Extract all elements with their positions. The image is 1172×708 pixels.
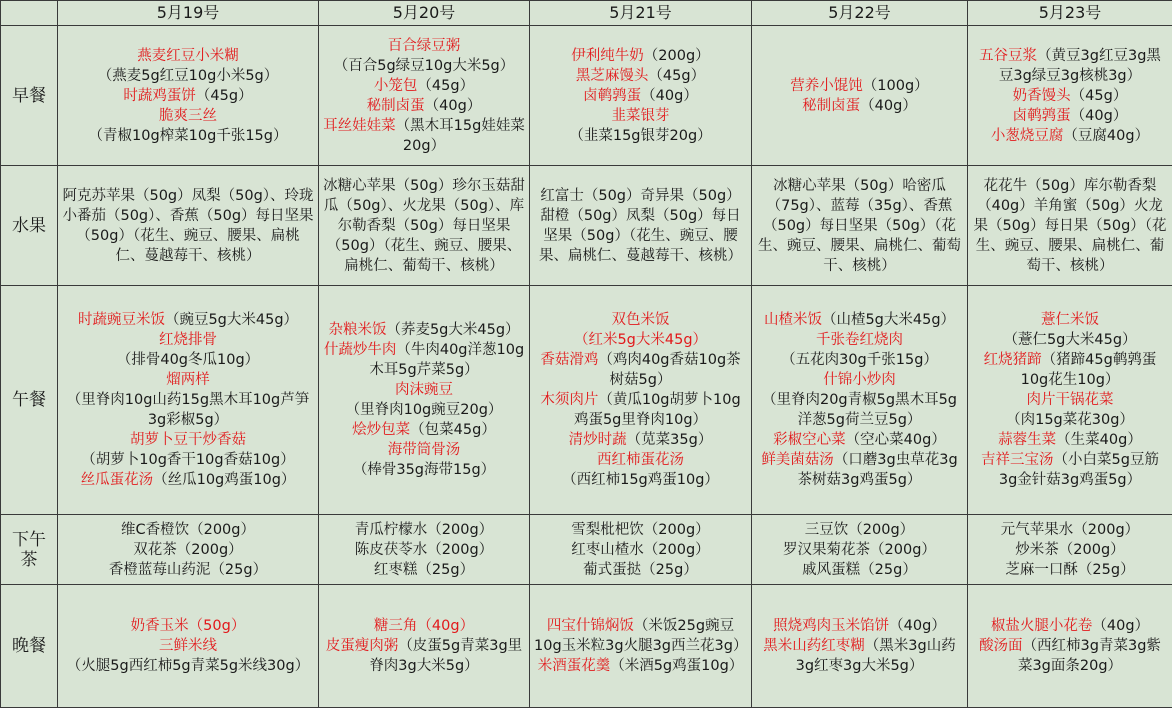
dish-ingredients: （燕麦5g红豆10g小米5g） [97, 67, 279, 84]
menu-line [323, 340, 525, 380]
menu-cell [968, 26, 1172, 166]
meal-row-lunch [1, 286, 1172, 515]
menu-cell [58, 515, 319, 585]
dish-ingredients: 雪梨枇杷饮（200g） [571, 521, 710, 538]
dish-name: 糖三角（40g） [373, 618, 475, 634]
menu-line [62, 186, 314, 266]
dish-name: 黑芝麻馒头 [575, 67, 649, 84]
dish-ingredients: 阿克苏苹果（50g）凤梨（50g）、玲珑小番茄（50g）、香蕉（50g）每日坚果（50g）（花生、豌豆、腰果、扁桃仁、蔓越莓干、核桃） [62, 187, 314, 264]
menu-line [62, 430, 314, 450]
dish-name: 时蔬豌豆米饭 [77, 312, 165, 328]
dish-ingredients: （40g） [424, 97, 482, 114]
meal-label: 水果 [1, 166, 58, 286]
dish-ingredients: （棒骨35g海带15g） [352, 462, 496, 478]
menu-line [756, 450, 963, 490]
dish-name: 薏仁米饭 [1041, 312, 1099, 328]
dish-name: 彩椒空心菜 [773, 432, 846, 448]
dish-ingredients: （山楂5g大米45g） [821, 312, 956, 328]
menu-line [756, 520, 963, 540]
dish-name: 什蔬炒牛肉 [323, 342, 397, 358]
dish-ingredients: （米饭25g豌豆10g玉米粒3g火腿3g西兰花3g） [534, 618, 748, 654]
dish-ingredients: （百合5g绿豆10g大米5g） [333, 57, 515, 74]
menu-line [62, 350, 314, 370]
menu-line [534, 560, 747, 580]
date-header: 5月21号 [530, 1, 752, 26]
menu-line [323, 96, 525, 116]
menu-line [756, 560, 963, 580]
dish-name: 肉沫豌豆 [395, 382, 453, 398]
dish-name: 海带筒骨汤 [387, 442, 461, 458]
menu-cell [530, 166, 752, 286]
meal-row-breakfast [1, 26, 1172, 166]
menu-line [62, 370, 314, 390]
menu-line [62, 106, 314, 146]
dish-name: 西红柿蛋花汤 [597, 452, 684, 468]
dish-ingredients: （空心菜40g） [845, 432, 946, 448]
menu-cell [319, 515, 530, 585]
menu-line [534, 126, 747, 146]
menu-cell [752, 286, 968, 515]
dish-ingredients: （韭菜15g银芽20g） [569, 127, 712, 144]
dish-ingredients: 陈皮茯苓水（200g） [354, 541, 494, 558]
menu-line [62, 66, 314, 86]
menu-line [534, 616, 747, 656]
dish-name: 小葱烧豆腐 [990, 127, 1064, 144]
dish-ingredients: （40g） [1092, 618, 1150, 634]
menu-line [323, 540, 525, 560]
menu-cell [968, 585, 1172, 708]
menu-line [972, 350, 1168, 390]
menu-line [972, 390, 1168, 410]
menu-line [62, 656, 314, 676]
menu-line [756, 76, 963, 96]
dish-ingredients: （里脊肉10g豌豆20g） [345, 402, 503, 418]
dish-name: 百合绿豆粥 [387, 37, 461, 54]
dish-name: 米酒蛋花羹 [537, 658, 611, 674]
menu-line [62, 540, 314, 560]
dish-ingredients: （五花肉30g千张15g） [781, 352, 938, 368]
menu-line [972, 46, 1168, 86]
dish-ingredients: （胡萝卜10g香干10g香菇10g） [81, 452, 295, 468]
menu-line [534, 430, 747, 450]
menu-line [756, 616, 963, 636]
menu-line [756, 330, 963, 350]
dish-name: 耳丝娃娃菜 [323, 117, 396, 134]
menu-line [534, 330, 747, 350]
dish-ingredients: 葡式蛋挞（25g） [583, 561, 698, 578]
menu-line [972, 450, 1168, 490]
menu-line [972, 410, 1168, 430]
meal-label: 晚餐 [1, 585, 58, 708]
dish-ingredients: （皮蛋5g青菜3g里脊肉3g大米5g） [369, 638, 523, 674]
menu-line [62, 450, 314, 470]
dish-ingredients: 戚风蛋糕（25g） [802, 561, 917, 578]
dish-ingredients: （生菜40g） [1056, 432, 1142, 448]
menu-line [756, 370, 963, 390]
dish-name: 蒜蓉生菜 [998, 432, 1057, 448]
dish-ingredients: （40g） [1070, 107, 1128, 124]
menu-line [534, 450, 747, 470]
menu-line [62, 86, 314, 106]
menu-line [534, 656, 747, 676]
dish-ingredients: （薏仁5g大米45g） [1003, 332, 1137, 348]
dish-ingredients: （肉15g菜花30g） [1006, 412, 1134, 428]
dish-name: 韭菜银芽 [611, 107, 670, 124]
dish-ingredients: 冰糖心苹果（50g）珍尔玉菇甜瓜（50g）、火龙果（50g）、库尔勒香梨（50g）每日坚果（50g）（花生、豌豆、腰果、扁桃仁、葡萄干、核桃） [323, 177, 525, 274]
dish-ingredients: （100g） [862, 77, 929, 94]
dish-name: 秘制卤蛋 [366, 97, 425, 114]
menu-cell [530, 585, 752, 708]
dish-name: 秘制卤蛋 [802, 97, 861, 114]
dish-ingredients: （40g） [889, 618, 946, 634]
dish-name: （红米5g大米45g） [573, 332, 708, 348]
dish-name: 卤鹌鹑蛋 [1012, 107, 1071, 124]
dish-ingredients: （西红柿3g青菜3g紫菜3g面条20g） [1017, 638, 1161, 674]
menu-cell [752, 26, 968, 166]
meal-label: 下午茶 [1, 515, 58, 585]
dish-ingredients: （40g） [860, 97, 917, 114]
menu-line [534, 46, 747, 66]
menu-line [323, 460, 525, 480]
dish-name: 椒盐火腿小花卷 [990, 618, 1093, 634]
menu-line [756, 390, 963, 430]
menu-line [534, 310, 747, 330]
menu-line [534, 540, 747, 560]
dish-name: 卤鹌鹑蛋 [583, 87, 642, 104]
menu-cell [968, 166, 1172, 286]
dish-ingredients: 冰糖心苹果（50g）哈密瓜（75g）、蓝莓（35g）、香蕉（50g）每日坚果（50g）（花生、豌豆、腰果、扁桃仁、葡萄干、核桃） [758, 177, 961, 274]
menu-line [972, 560, 1168, 580]
dish-ingredients: （黄豆3g红豆3g黑豆3g绿豆3g核桃3g） [998, 47, 1161, 84]
menu-line [62, 616, 314, 636]
menu-line [972, 540, 1168, 560]
dish-ingredients: 青瓜柠檬水（200g） [354, 521, 494, 538]
dish-ingredients: （黑木耳15g娃娃菜20g） [395, 117, 525, 154]
menu-cell [752, 585, 968, 708]
menu-cell [530, 515, 752, 585]
dish-name: 清炒时蔬 [568, 432, 627, 448]
menu-line [972, 310, 1168, 330]
menu-line [972, 616, 1168, 636]
menu-cell [530, 286, 752, 515]
menu-line [534, 390, 747, 430]
dish-ingredients: 三豆饮（200g） [804, 521, 915, 538]
dish-name: 营养小馄饨 [790, 77, 863, 94]
dish-name: 奶香馒头 [1012, 87, 1071, 104]
date-header: 5月22号 [752, 1, 968, 26]
menu-line [62, 390, 314, 430]
dish-name: 丝瓜蛋花汤 [80, 472, 154, 488]
menu-line [323, 560, 525, 580]
dish-name: 吉祥三宝汤 [981, 452, 1054, 468]
menu-line [972, 126, 1168, 146]
menu-line [534, 350, 747, 390]
menu-line [756, 636, 963, 676]
dish-name: 熘两样 [166, 372, 210, 388]
menu-line [972, 330, 1168, 350]
menu-line [62, 330, 314, 350]
meal-row-dinner [1, 585, 1172, 708]
dish-name: 胡萝卜豆干炒香菇 [130, 432, 246, 448]
menu-cell [319, 26, 530, 166]
menu-line [323, 520, 525, 540]
dish-ingredients: （45g） [648, 67, 706, 84]
dish-name: 皮蛋瘦肉粥 [325, 638, 399, 654]
dish-ingredients: （豆腐40g） [1063, 127, 1150, 144]
menu-cell [968, 286, 1172, 515]
dish-ingredients: （45g） [195, 87, 253, 104]
menu-line [534, 66, 747, 86]
dish-ingredients: 红枣糕（25g） [373, 561, 475, 578]
dish-ingredients: （火腿5g西红柿5g青菜5g米线30g） [66, 658, 310, 674]
menu-line [534, 520, 747, 540]
menu-line [756, 540, 963, 560]
dish-name: 伊利纯牛奶 [571, 47, 644, 64]
dish-ingredients: （牛肉40g洋葱10g木耳5g芹菜5g） [369, 342, 525, 378]
dish-ingredients: （45g） [417, 77, 475, 94]
dish-ingredients: 维C香橙饮（200g） [120, 521, 255, 538]
menu-cell [58, 26, 319, 166]
dish-ingredients: （豌豆5g大米45g） [164, 312, 299, 328]
dish-ingredients: （40g） [641, 87, 698, 104]
dish-ingredients: （米酒5g鸡蛋10g） [610, 658, 744, 674]
menu-line [323, 36, 525, 56]
menu-line [62, 560, 314, 580]
menu-line [972, 176, 1168, 276]
menu-cell [58, 585, 319, 708]
dish-ingredients: 香橙蓝莓山药泥（25g） [108, 561, 268, 578]
dish-ingredients: （45g） [1070, 87, 1128, 104]
menu-line [323, 616, 525, 636]
dish-ingredients: 罗汉果菊花茶（200g） [783, 541, 936, 558]
dish-ingredients: （里脊肉10g山药15g黑木耳10g芦笋3g彩椒5g） [66, 392, 310, 428]
menu-line [323, 56, 525, 76]
dish-ingredients: （黑米3g山药3g红枣3g大米5g） [795, 638, 956, 674]
menu-cell [968, 515, 1172, 585]
menu-line [62, 520, 314, 540]
dish-ingredients: （口蘑3g虫草花3g茶树菇3g鸡蛋5g） [797, 452, 958, 488]
dish-ingredients: （黄瓜10g胡萝卜10g鸡蛋5g里脊肉10g） [573, 392, 741, 428]
dish-ingredients: 元气苹果水（200g） [1000, 521, 1140, 538]
dish-ingredients: （小白菜5g豆筋3g金针菇3g鸡蛋5g） [998, 452, 1159, 488]
dish-name: 木须肉片 [540, 392, 599, 408]
dish-name: 双色米饭 [611, 312, 670, 328]
menu-line [972, 520, 1168, 540]
date-header: 5月19号 [58, 1, 319, 26]
dish-ingredients: （荞麦5g大米45g） [386, 322, 520, 338]
menu-line [62, 636, 314, 656]
dish-name: 四宝什锦焖饭 [546, 618, 634, 634]
meal-label: 午餐 [1, 286, 58, 515]
menu-line [323, 116, 525, 156]
dish-name: 酸汤面 [979, 638, 1023, 654]
dish-name: 红烧猪蹄 [983, 352, 1042, 368]
menu-line [323, 76, 525, 96]
date-header-row [1, 1, 1172, 26]
corner-cell [1, 1, 58, 26]
dish-ingredients: 炒米茶（200g） [1015, 541, 1125, 558]
menu-line [323, 400, 525, 420]
menu-cell [752, 166, 968, 286]
dish-ingredients: （鸡肉40g香菇10g茶树菇5g） [598, 352, 741, 388]
dish-name: 黑米山药红枣糊 [763, 638, 865, 654]
date-header: 5月20号 [319, 1, 530, 26]
menu-line [534, 86, 747, 106]
dish-name: 时蔬鸡蛋饼 [123, 87, 196, 104]
dish-name: 燕麦红豆小米糊 [137, 47, 239, 64]
dish-name: 肉片干锅花菜 [1026, 392, 1114, 408]
dish-ingredients: 花花牛（50g）库尔勒香梨（40g）羊角蜜（50g）火龙果（50g）每日果（50g）（花生、豌豆、腰果、扁桃仁、葡萄干、核桃） [973, 177, 1167, 274]
dish-name: 脆爽三丝 [159, 107, 217, 124]
menu-line [62, 310, 314, 330]
meal-label: 早餐 [1, 26, 58, 166]
dish-name: 什锦小炒肉 [823, 372, 896, 388]
dish-ingredients: （猪蹄45g鹌鹑蛋10g花生10g） [1020, 352, 1157, 388]
dish-name: 鲜美菌菇汤 [761, 452, 834, 468]
dish-ingredients: （排骨40g冬瓜10g） [116, 352, 260, 368]
menu-line [756, 350, 963, 370]
menu-line [756, 176, 963, 276]
menu-cell [319, 585, 530, 708]
menu-line [756, 310, 963, 330]
dish-ingredients: 芝麻一口酥（25g） [1005, 561, 1135, 578]
menu-cell [752, 515, 968, 585]
menu-line [323, 176, 525, 276]
menu-line [756, 96, 963, 116]
menu-line [534, 106, 747, 126]
date-header: 5月23号 [968, 1, 1172, 26]
menu-line [62, 46, 314, 66]
dish-ingredients: （苋菜35g） [626, 432, 713, 448]
dish-name: 香菇滑鸡 [540, 352, 599, 368]
dish-name: 三鲜米线 [159, 638, 217, 654]
dish-name: 千张卷红烧肉 [816, 332, 903, 348]
menu-cell [58, 286, 319, 515]
menu-line [323, 440, 525, 460]
dish-name: 杂粮米饭 [328, 322, 387, 338]
dish-ingredients: 红富士（50g）奇异果（50g）甜橙（50g）凤梨（50g）每日坚果（50g）（花生、豌豆、腰果、扁桃仁、蔓越莓干、核桃） [539, 187, 742, 264]
dish-ingredients: （包菜45g） [410, 422, 496, 438]
dish-name: 五谷豆浆 [979, 47, 1038, 64]
menu-line [323, 320, 525, 340]
dish-name: 奶香玉米（50g） [130, 618, 246, 634]
menu-line [972, 86, 1168, 106]
menu-line [972, 106, 1168, 126]
dish-ingredients: （西红柿15g鸡蛋10g） [562, 472, 719, 488]
menu-line [756, 430, 963, 450]
dish-ingredients: （200g） [643, 47, 710, 64]
meal-row-fruit [1, 166, 1172, 286]
dish-ingredients: （里脊肉20g青椒5g黑木耳5g洋葱5g荷兰豆5g） [761, 392, 957, 428]
dish-ingredients: （丝瓜10g鸡蛋10g） [153, 472, 296, 488]
menu-line [534, 186, 747, 266]
dish-ingredients: （青椒10g榨菜10g千张15g） [88, 127, 288, 144]
menu-cell [319, 286, 530, 515]
menu-cell [319, 166, 530, 286]
menu-line [972, 636, 1168, 676]
dish-name: 红烧排骨 [159, 332, 217, 348]
dish-name: 山楂米饭 [763, 312, 822, 328]
menu-line [323, 420, 525, 440]
menu-cell [530, 26, 752, 166]
menu-line [323, 380, 525, 400]
menu-line [534, 470, 747, 490]
dish-name: 照烧鸡肉玉米馅饼 [773, 618, 890, 634]
menu-line [323, 636, 525, 676]
dish-ingredients: 红枣山楂水（200g） [571, 541, 710, 558]
menu-line [972, 430, 1168, 450]
dish-name: 烩炒包菜 [352, 422, 411, 438]
menu-line [62, 470, 314, 490]
dish-ingredients: 双花茶（200g） [133, 541, 243, 558]
menu-cell [58, 166, 319, 286]
meal-row-afternoon-tea [1, 515, 1172, 585]
dish-name: 小笼包 [373, 77, 418, 94]
